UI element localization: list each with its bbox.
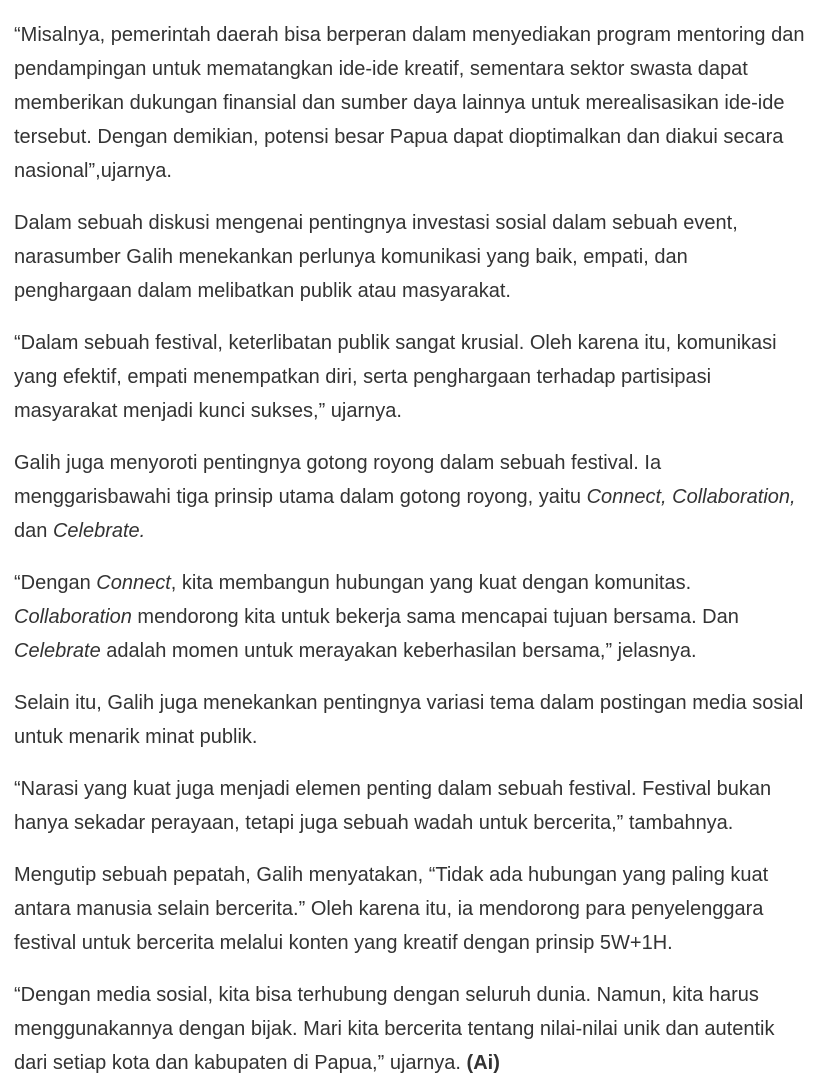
italic-term: Collaboration: [14, 606, 132, 628]
paragraph-text: mendorong kita untuk bekerja sama mencapai tujuan bersama. Dan: [131, 606, 739, 628]
paragraph-7: [14, 772, 811, 840]
paragraph-text: “Dengan: [14, 572, 97, 594]
paragraph-6: [14, 686, 811, 754]
paragraph-text: Galih juga menyoroti pentingnya gotong royong dalam sebuah festival. Ia menggarisbawahi tiga prinsip utama dalam gotong royong, yaitu: [14, 452, 662, 508]
paragraph-3: [14, 326, 811, 428]
italic-term: Connect, Collaboration,: [586, 486, 796, 508]
paragraph-text: Selain itu, Galih juga menekankan pentingnya variasi tema dalam postingan media sosial untuk menarik minat publik.: [14, 692, 804, 748]
italic-term: Celebrate.: [52, 520, 146, 542]
italic-term: Celebrate: [14, 640, 101, 662]
paragraph-text: “Misalnya, pemerintah daerah bisa berperan dalam menyediakan program mentoring dan pendampingan untuk mematangkan ide-ide kreatif, sementara sektor swasta dapat memberikan dukungan finansial dan sumber daya lainnya untuk merealisasikan ide-ide tersebut. Dengan demikian, potensi besar Papua dapat dioptimalkan dan diakui secara nasional”,ujarnya.: [14, 24, 805, 182]
paragraph-text: , kita membangun hubungan yang kuat dengan komunitas.: [170, 572, 692, 594]
paragraph-text: “Narasi yang kuat juga menjadi elemen penting dalam sebuah festival. Festival bukan hanya sekadar perayaan, tetapi juga sebuah wadah untuk bercerita,” tambahnya.: [14, 778, 772, 834]
italic-term: Connect: [96, 572, 171, 594]
paragraph-2: [14, 206, 811, 308]
author-credit: (Ai): [466, 1052, 500, 1074]
paragraph-text: dan: [14, 520, 53, 542]
paragraph-8: [14, 858, 811, 960]
paragraph-1: [14, 18, 811, 188]
paragraph-4: [14, 446, 811, 548]
paragraph-text: “Dalam sebuah festival, keterlibatan publik sangat krusial. Oleh karena itu, komunikasi yang efektif, empati menempatkan diri, serta penghargaan terhadap partisipasi masyarakat menjadi kunci sukses,” ujarnya.: [14, 332, 777, 422]
paragraph-text: Mengutip sebuah pepatah, Galih menyatakan, “Tidak ada hubungan yang paling kuat antara manusia selain bercerita.” Oleh karena itu, ia mendorong para penyelenggara festival untuk bercerita melalui konten yang kreatif dengan prinsip 5W+1H.: [14, 864, 769, 954]
paragraph-text: adalah momen untuk merayakan keberhasilan bersama,” jelasnya.: [100, 640, 697, 662]
paragraph-5: [14, 566, 811, 668]
paragraph-9: [14, 978, 811, 1080]
paragraph-text: Dalam sebuah diskusi mengenai pentingnya investasi sosial dalam sebuah event, narasumber Galih menekankan perlunya komunikasi yang baik, empati, dan penghargaan dalam melibatkan publik atau masyarakat.: [14, 212, 738, 302]
paragraph-text: “Dengan media sosial, kita bisa terhubung dengan seluruh dunia. Namun, kita harus menggunakannya dengan bijak. Mari kita bercerita tentang nilai-nilai unik dan autentik dari setiap kota dan kabupaten di Papua,” ujarnya.: [14, 984, 775, 1074]
